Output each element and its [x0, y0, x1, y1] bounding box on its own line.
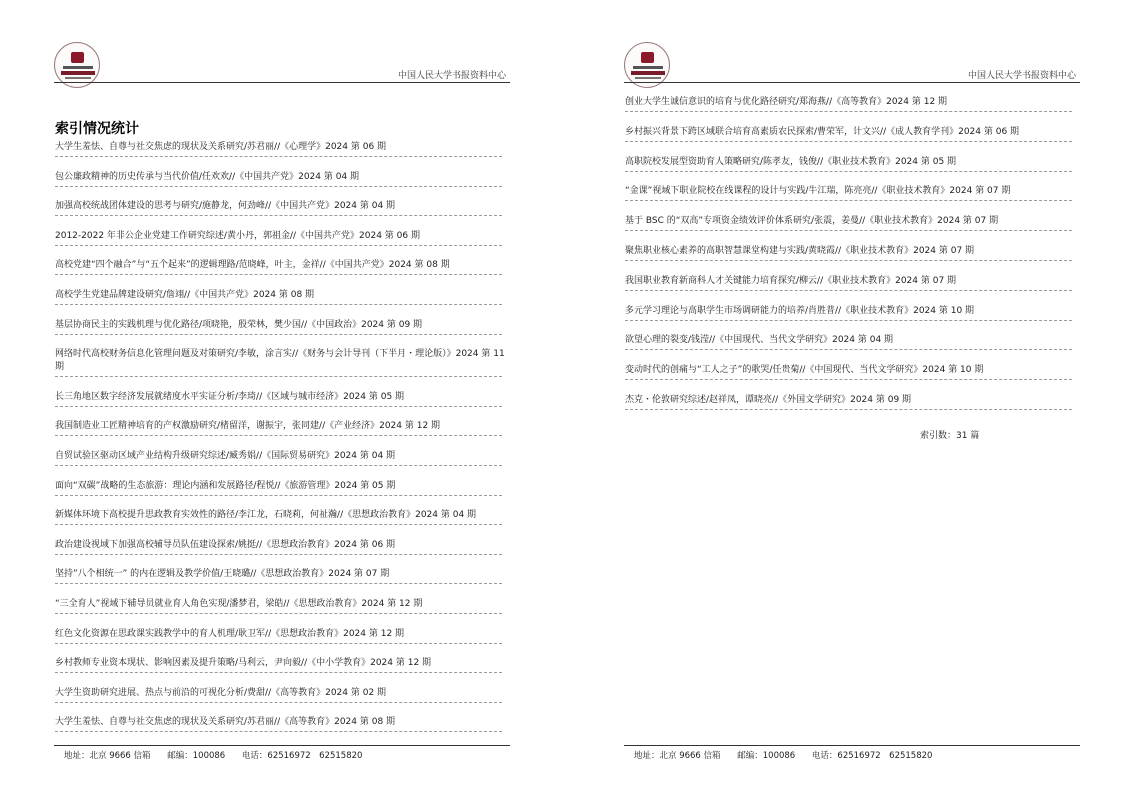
list-item: 欲望心理的裂变/钱滢//《中国现代、当代文学研究》2024 第 04 期	[625, 335, 894, 346]
footer-address: 地址：北京 9666 信箱	[634, 751, 721, 761]
left-page	[0, 0, 560, 805]
footer	[64, 749, 376, 761]
entry-divider	[55, 156, 502, 157]
footer-phone: 电话：62516972 62515820	[241, 751, 363, 761]
list-item: 长三角地区数字经济发展就绪度水平实证分析/李琦//《区域与城市经济》2024 第 05 期	[55, 391, 405, 402]
header-rule	[624, 82, 1080, 83]
list-item: 高校党建“四个融合”与“五个起来”的逻辑理路/范晓峰，叶主，金祥//《中国共产党》2024 第 08 期	[55, 260, 450, 271]
entry-divider	[55, 406, 502, 407]
entry-divider	[625, 141, 1072, 142]
list-item: 基层协商民主的实践机理与优化路径/项晓艳，殷荣林，樊少国//《中国政治》2024 第 09 期	[55, 319, 423, 330]
list-item: “金课”视域下职业院校在线课程的设计与实践/牛江瑞，陈亮亮//《职业技术教育》2024 第 07 期	[625, 186, 1011, 197]
header-center-name: 中国人民大学书报资料中心	[968, 71, 1077, 81]
entry-divider	[55, 731, 502, 732]
list-item: 杰克・伦敦研究综述/赵祥凤，谭晓亮//《外国文学研究》2024 第 09 期	[625, 395, 912, 405]
entry-divider	[55, 524, 502, 525]
entry-divider	[55, 465, 502, 466]
footer-rule	[54, 745, 510, 746]
entry-divider	[625, 320, 1072, 321]
entry-divider	[55, 672, 502, 673]
entry-divider	[55, 334, 502, 335]
header-rule	[54, 82, 510, 83]
list-item: 多元学习理论与高职学生市场调研能力的培养/肖胜普//《职业技术教育》2024 第 10 期	[625, 305, 975, 316]
list-item: 高职院校发展型资助育人策略研究/陈孝友，钱俊//《职业技术教育》2024 第 05 期	[625, 156, 957, 167]
entry-divider	[625, 230, 1072, 231]
entry-divider	[55, 376, 502, 377]
list-item: 加强高校统战团体建设的思考与研究/施静龙，何劲峰//《中国共产党》2024 第 04 期	[55, 201, 396, 212]
list-item: 政治建设视域下加强高校辅导员队伍建设探索/姚挺//《思想政治教育》2024 第 06 期	[55, 539, 396, 550]
list-item: 坚持”八个相统一” 的内在逻辑及教学价值/王晓璐//《思想政治教育》2024 第 07 期	[55, 569, 390, 580]
index-count: 索引数：31 篇	[920, 431, 980, 441]
list-item: 2012-2022 年非公企业党建工作研究综述/黄小丹，郭祖金//《中国共产党》2024 第 06 期	[55, 230, 420, 241]
list-item: 大学生羞怯、自尊与社交焦虑的现状及关系研究/苏君丽//《高等教育》2024 第 08 期	[55, 717, 396, 728]
list-item: 基于 BSC 的“双高”专项资金绩效评价体系研究/张震，姜曼//《职业技术教育》2024 第 07 期	[625, 216, 999, 227]
entry-divider	[625, 349, 1072, 350]
entry-divider	[55, 274, 502, 275]
list-item: 高校学生党建品牌建设研究/詹翊//《中国共产党》2024 第 08 期	[55, 290, 315, 300]
list-item: 自贸试验区驱动区域产业结构升级研究综述/臧秀娟//《国际贸易研究》2024 第 04 期	[55, 451, 396, 461]
footer-rule	[624, 745, 1080, 746]
footer-postcode: 邮编：100086	[167, 751, 226, 761]
list-item: 网络时代高校财务信息化管理问题及对策研究/李敏，涂言实//《财务与会计导刊（下半月・理论版）》2024 第 11 期	[55, 349, 505, 373]
list-item: 我国职业教育新商科人才关键能力培育探究/柳云//《职业技术教育》2024 第 07 期	[625, 275, 957, 286]
list-item: 聚焦职业核心素养的高职智慧课堂构建与实践/黄晓霞//《职业技术教育》2024 第 07 期	[625, 246, 975, 256]
footer	[634, 749, 946, 761]
entry-divider	[55, 304, 502, 305]
entry-divider	[55, 702, 502, 703]
entry-divider	[55, 245, 502, 246]
header-center-name: 中国人民大学书报资料中心	[398, 71, 507, 81]
entry-divider	[625, 111, 1072, 112]
list-item: 大学生羞怯、自尊与社交焦虑的现状及关系研究/苏君丽//《心理学》2024 第 06 期	[55, 142, 387, 152]
list-item: 包公廉政精神的历史传承与当代价值/任欢欢//《中国共产党》2024 第 04 期	[55, 171, 360, 182]
footer-phone: 电话：62516972 62515820	[811, 751, 933, 761]
entry-divider	[55, 613, 502, 614]
entry-divider	[55, 495, 502, 496]
entry-divider	[625, 260, 1072, 261]
emblem-icon	[71, 52, 84, 63]
entry-divider	[55, 435, 502, 436]
entry-divider	[625, 409, 1072, 410]
entry-divider	[625, 290, 1072, 291]
entry-divider	[55, 215, 502, 216]
list-item: 新媒体环境下高校提升思政教育实效性的路径/李江龙，石晓莉，何祉瀚//《思想政治教育》2024 第 04 期	[55, 510, 477, 521]
entry-divider	[625, 379, 1072, 380]
entry-divider	[55, 583, 502, 584]
list-item: 面向“双碳”战略的生态旅游：理论内涵和发展路径/程悦//《旅游管理》2024 第 05 期	[55, 480, 396, 491]
right-page	[570, 0, 1138, 805]
entry-divider	[55, 186, 502, 187]
footer-postcode: 邮编：100086	[737, 751, 796, 761]
list-item: 创业大学生诚信意识的培育与优化路径研究/郑海燕//《高等教育》2024 第 12 期	[625, 97, 948, 107]
entry-divider	[625, 171, 1072, 172]
entry-divider	[55, 554, 502, 555]
list-item: 大学生资助研究进展、热点与前沿的可视化分析/费甜//《高等教育》2024 第 02 期	[55, 687, 387, 698]
list-item: 乡村振兴背景下跨区域联合培育高素质农民探索/曹荣军，计文兴//《成人教育学刊》2024 第 06 期	[625, 126, 1020, 137]
footer-address: 地址：北京 9666 信箱	[64, 751, 151, 761]
entry-divider	[55, 643, 502, 644]
list-item: 我国制造业工匠精神培育的产权激励研究/楮留洋，谢振宇，张同建//《产业经济》2024 第 12 期	[55, 421, 441, 432]
list-item: “三全育人”视域下辅导员就业育人角色实现/潘梦君，梁皓//《思想政治教育》2024 第 12 期	[55, 599, 423, 609]
entry-divider	[625, 200, 1072, 201]
list-item: 红色文化资源在思政课实践教学中的育人机理/耿卫军//《思想政治教育》2024 第 12 期	[55, 628, 405, 639]
section-title: 索引情况统计	[55, 121, 139, 137]
list-item: 变动时代的创痛与“工人之子”的歌哭/任贵菊//《中国现代、当代文学研究》2024 第 10 期	[625, 365, 984, 376]
emblem-icon	[641, 52, 654, 63]
list-item: 乡村教师专业资本现状、影响因素及提升策略/马利云，尹向毅//《中小学教育》2024 第 12 期	[55, 658, 432, 669]
